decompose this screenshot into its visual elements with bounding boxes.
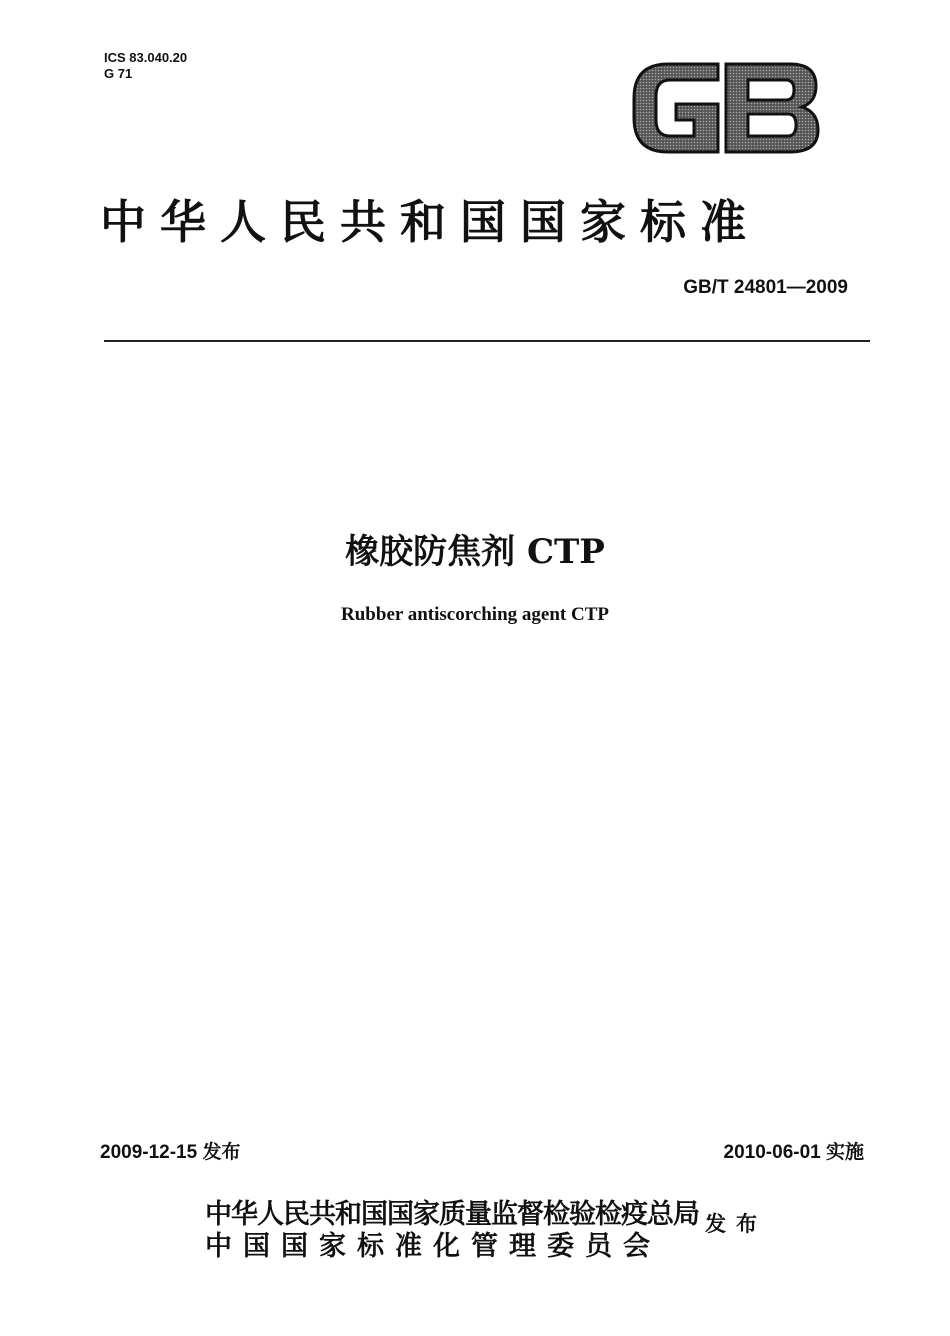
issuer-sac: 中国国家标准化管理委员会 (205, 1231, 661, 1262)
document-title-english: Rubber antiscorching agent CTP (341, 604, 609, 625)
publish-label: 发布 (705, 1211, 767, 1236)
standard-number: GB/T 24801—2009 (683, 277, 848, 298)
ccs-code: G 71 (104, 66, 133, 81)
gb-logo (630, 60, 820, 156)
implementation-date: 2010-06-01 实施 (723, 1142, 864, 1163)
standard-category-title: 中华人民共和国国家标准 (100, 195, 760, 249)
issue-date: 2009-12-15 发布 (100, 1142, 241, 1163)
header-divider (104, 340, 870, 342)
gb-logo-icon (630, 60, 820, 156)
ics-code: ICS 83.040.20 (104, 50, 188, 65)
issuer-aqsiq: 中华人民共和国国家质量监督检验检疫总局 (205, 1199, 699, 1230)
document-title-chinese: 橡胶防焦剂 CTP (345, 532, 605, 572)
classification-codes (104, 50, 187, 82)
